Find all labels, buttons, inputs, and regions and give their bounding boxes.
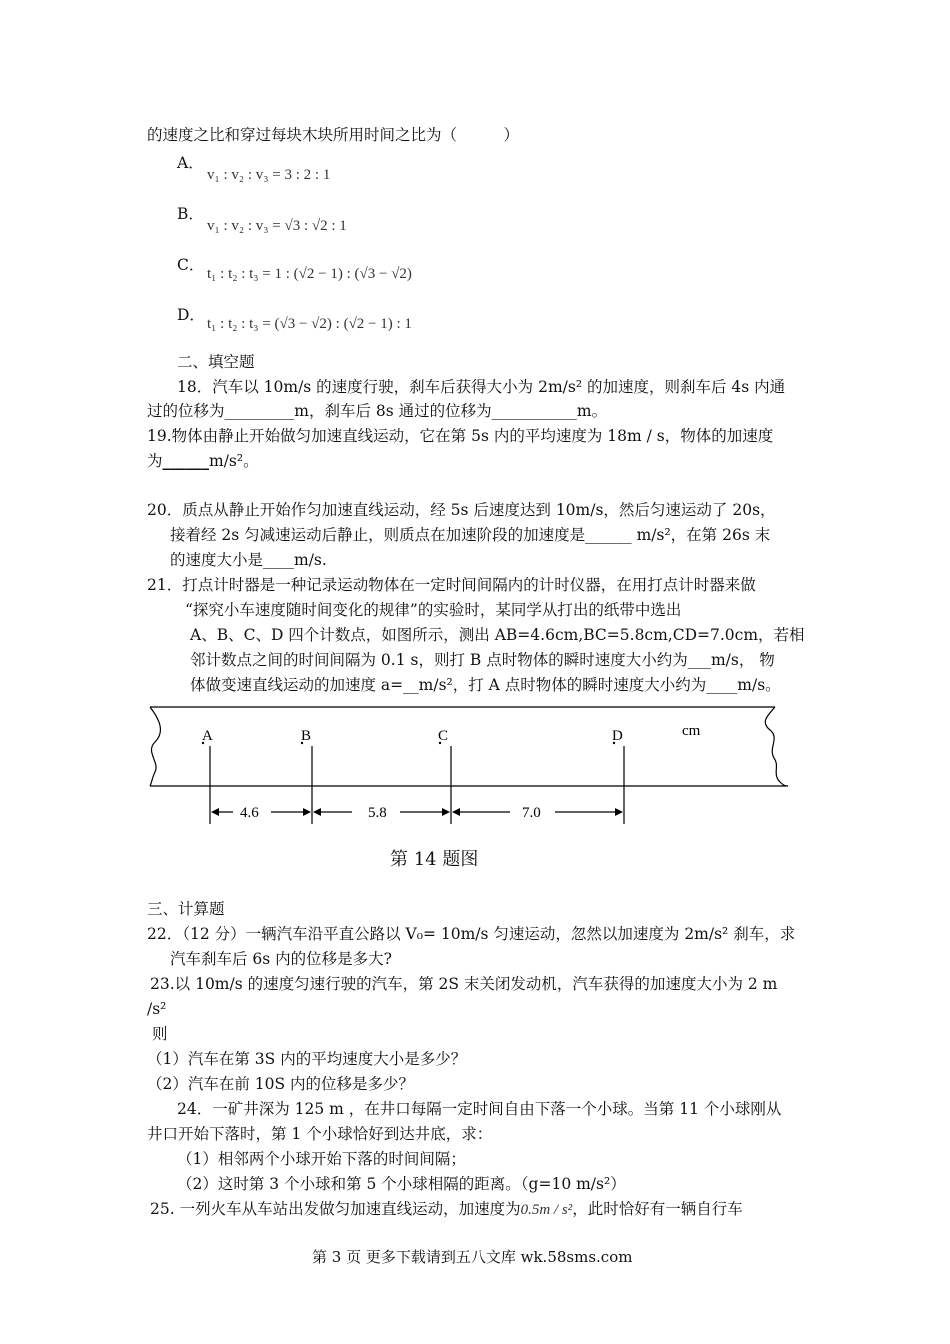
- q18-text-c: m。: [576, 402, 608, 420]
- q23-line1: 23.以 10m/s 的速度匀速行驶的汽车，第 2S 末关闭发动机，汽车获得的加速度大小为 2 m: [150, 975, 778, 993]
- section-3-heading: 三、计算题: [147, 900, 225, 918]
- q18-line2: [147, 400, 607, 422]
- q25-math: 0.5m / s²: [520, 1202, 573, 1218]
- arrowhead-c-left: [452, 808, 460, 816]
- figure-caption: 第 14 题图: [390, 849, 479, 870]
- q21-line2: “探究小车速度随时间变化的规律”的实验时，某同学从打出的纸带中选出: [185, 601, 682, 619]
- unit-label: cm: [682, 723, 701, 739]
- q18-blank1: _________: [224, 402, 295, 420]
- option-d-math: t₁ : t₂ : t₃ = (√3 − √2) : (√2 − 1) : 1: [207, 316, 412, 332]
- page-footer: 第 3 页 更多下载请到五八文库 wk.58sms.com: [312, 1248, 633, 1266]
- option-c-label: C．: [177, 256, 205, 274]
- q21-line3: A、B、C、D 四个计数点，如图所示，测出 AB=4.6cm,BC=5.8cm,CD=7.0cm，若相: [190, 626, 805, 644]
- point-label-c: C: [438, 728, 449, 744]
- distance-bc: 5.8: [368, 805, 387, 821]
- q18-line1: 18．汽车以 10m/s 的速度行驶，刹车后获得大小为 2m/s² 的加速度，则刹车后 4s 内通: [177, 378, 786, 396]
- distance-ab: 4.6: [240, 805, 259, 821]
- q19-text-b: m/s²。: [209, 452, 259, 470]
- q18-text-a: 过的位移为: [147, 402, 225, 420]
- arrowhead-b-right: [303, 808, 311, 816]
- tape-right-wavy-edge: [765, 707, 788, 786]
- point-label-b: B: [301, 728, 312, 744]
- q20-line1: 20．质点从静止开始作匀加速直线运动，经 5s 后速度达到 10m/s，然后匀速运动了 20s，: [147, 501, 776, 519]
- q21-line5: 体做变速直线运动的加速度 a=__m/s²，打 A 点时物体的瞬时速度大小约为____m/s。: [190, 676, 781, 694]
- q18-text-b: m，刹车后 8s 通过的位移为: [294, 402, 492, 420]
- q23-line2: /s²: [147, 1000, 167, 1018]
- q21-line4: 邻计数点之间的时间间隔为 0.1 s，则打 B 点时物体的瞬时速度大小约为___m/s， 物: [190, 651, 775, 669]
- ticker-tape-figure: [140, 700, 790, 840]
- q19-line2: [147, 450, 259, 472]
- q22-line1: 22．（12 分）一辆汽车沿平直公路以 V₀= 10m/s 匀速运动，忽然以加速度为 2m/s² 刹车，求: [147, 925, 796, 943]
- arrowhead-a-left: [211, 808, 219, 816]
- tape-left-wavy-edge: [150, 707, 160, 786]
- q21-line1: 21．打点计时器是一种记录运动物体在一定时间间隔内的计时仪器，在用打点计时器来做: [147, 576, 756, 594]
- q19-blank: ______: [162, 451, 210, 470]
- q17-tail: 的速度之比和穿过每块木块所用时间之比为（ ）: [147, 126, 520, 144]
- q19-text-a: 为: [147, 452, 163, 470]
- arrowhead-c-right: [442, 808, 450, 816]
- q23-part1: （1）汽车在第 3S 内的平均速度大小是多少？: [147, 1050, 467, 1068]
- q25-text-b: ，此时恰好有一辆自行车: [572, 1200, 743, 1218]
- q24-line1: 24．一矿井深为 125 m ，在井口每隔一定时间自由下落一个小球。当第 11 个小球刚从: [177, 1100, 782, 1118]
- point-label-d: D: [612, 728, 623, 744]
- q23-line3: 则: [152, 1025, 168, 1043]
- q19-line1: 19.物体由静止开始做匀加速直线运动，它在第 5s 内的平均速度为 18m / s，物体的加速度: [147, 427, 774, 445]
- option-d-label: D．: [177, 306, 205, 324]
- q24-part1: （1）相邻两个小球开始下落的时间间隔；: [177, 1150, 466, 1168]
- q22-line2: 汽车刹车后 6s 内的位移是多大?: [170, 950, 392, 968]
- distance-cd: 7.0: [522, 805, 541, 821]
- option-a-math: v₁ : v₂ : v₃ = 3 : 2 : 1: [207, 167, 331, 183]
- q20-line2: 接着经 2s 匀减速运动后静止，则质点在加速阶段的加速度是______ m/s²，在第 26s 末: [170, 526, 771, 544]
- q25-line1: [150, 1198, 743, 1221]
- q24-part2: （2）这时第 3 个小球和第 5 个小球相隔的距离。（g=10 m/s²）: [177, 1175, 626, 1193]
- arrowhead-d-right: [615, 808, 623, 816]
- option-b-label: B．: [177, 205, 204, 223]
- q20-line3: 的速度大小是____m/s.: [170, 551, 327, 569]
- option-a-label: A．: [177, 154, 204, 172]
- q18-blank2: ___________: [491, 402, 577, 420]
- q25-text-a: 25. 一列火车从车站出发做匀加速直线运动，加速度为: [150, 1200, 521, 1218]
- section-2-heading: 二、填空题: [177, 353, 255, 371]
- q23-part2: （2）汽车在前 10S 内的位移是多少？: [147, 1075, 415, 1093]
- arrowhead-b-left: [313, 808, 321, 816]
- option-b-math: v₁ : v₂ : v₃ = √3 : √2 : 1: [207, 218, 347, 234]
- point-label-a: A: [202, 728, 213, 744]
- option-c-math: t₁ : t₂ : t₃ = 1 : (√2 − 1) : (√3 − √2): [207, 266, 412, 282]
- q24-line2: 井口开始下落时，第 1 个小球恰好到达井底，求：: [147, 1125, 493, 1143]
